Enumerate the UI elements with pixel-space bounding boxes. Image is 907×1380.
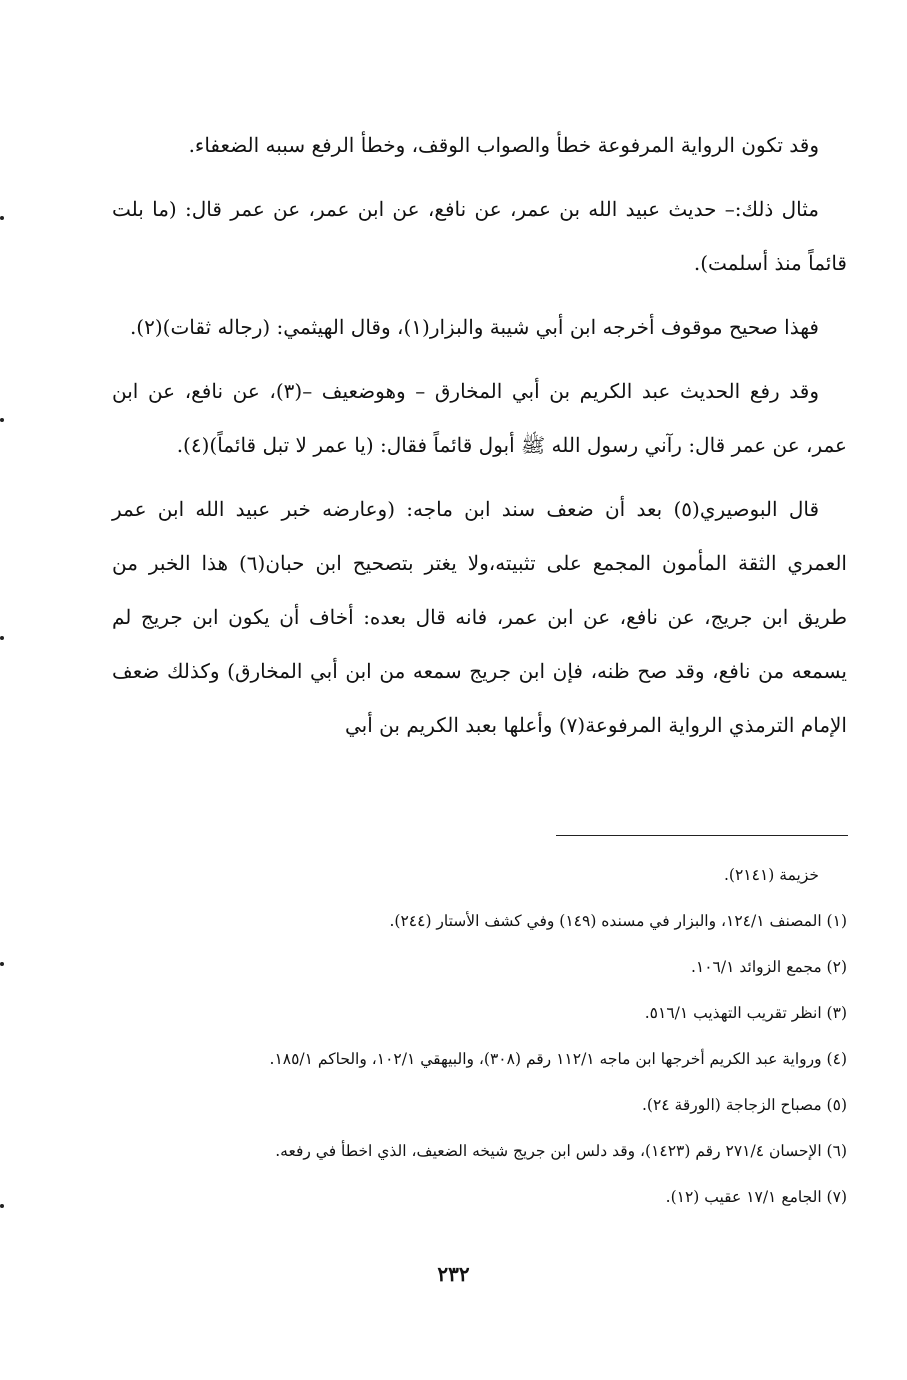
page-number: ٢٣٢ bbox=[437, 1262, 470, 1286]
scan-edge-mark bbox=[0, 636, 4, 640]
footnote-6: (٦) الإحسان ٢٧١/٤ رقم (١٤٢٣)، وقد دلس ابن جريج شيخه الضعيف، الذي اخطأ في رفعه. bbox=[275, 1142, 847, 1160]
footnote-5: (٥) مصباح الزجاجة (الورقة ٢٤). bbox=[641, 1096, 847, 1114]
scan-edge-mark bbox=[0, 962, 4, 966]
footnote-7: (٧) الجامع ١٧/١ عقيب (١٢). bbox=[665, 1188, 847, 1206]
footnote-continuation: خزيمة (٢١٤١). bbox=[724, 866, 819, 884]
paragraph-1: وقد تكون الرواية المرفوعة خطأ والصواب الوقف، وخطأ الرفع سببه الضعفاء. bbox=[188, 133, 819, 157]
scan-edge-mark bbox=[0, 216, 4, 220]
paragraph-4: وقد رفع الحديث عبد الكريم بن أبي المخارق – وهوضعيف –(٣)، عن نافع، عن ابن عمر، عن عمر قال: رآني رسول الله ﷺ أبول قائماً فقال: (يا عمر لا تبل قائماً)(٤). bbox=[112, 379, 847, 457]
footnote-separator bbox=[556, 835, 848, 836]
scan-edge-mark bbox=[0, 418, 4, 422]
footnote-3: (٣) انظر تقريب التهذيب ٥١٦/١. bbox=[644, 1004, 847, 1022]
footnote-1: (١) المصنف ١٢٤/١، والبزار في مسنده (١٤٩) وفي كشف الأستار (٢٤٤). bbox=[389, 912, 847, 930]
footnote-4: (٤) ورواية عبد الكريم أخرجها ابن ماجه ١١٢/١ رقم (٣٠٨)، والبيهقي ١٠٢/١، والحاكم ١٨٥/١. bbox=[269, 1050, 847, 1068]
paragraph-5: قال البوصيري(٥) بعد أن ضعف سند ابن ماجه: (وعارضه خبر عبيد الله ابن عمر العمري الثقة المأمون المجمع على تثبيته،ولا يغتر بتصحيح ابن حبان(٦) هذا الخبر من طريق ابن جريج، عن نافع، عن ابن عمر، فانه قال بعده: أخاف أن يكون ابن جريج لم يسمعه من نافع، وقد صح ظنه، فإن ابن جريج سمعه من ابن أبي المخارق) وكذلك ضعف الإمام الترمذي الرواية المرفوعة(٧) وأعلها بعبد الكريم بن أبي bbox=[112, 497, 847, 737]
footnote-2: (٢) مجمع الزوائد ١٠٦/١. bbox=[690, 958, 847, 976]
footnotes bbox=[112, 852, 847, 1220]
main-text bbox=[112, 118, 847, 752]
paragraph-3: فهذا صحيح موقوف أخرجه ابن أبي شيبة والبزار(١)، وقال الهيثمي: (رجاله ثقات)(٢). bbox=[129, 315, 819, 339]
paragraph-2: مثال ذلك:– حديث عبيد الله بن عمر، عن نافع، عن ابن عمر، عن عمر قال: (ما بلت قائماً منذ أسلمت). bbox=[112, 197, 847, 275]
scan-edge-mark bbox=[0, 1204, 4, 1208]
